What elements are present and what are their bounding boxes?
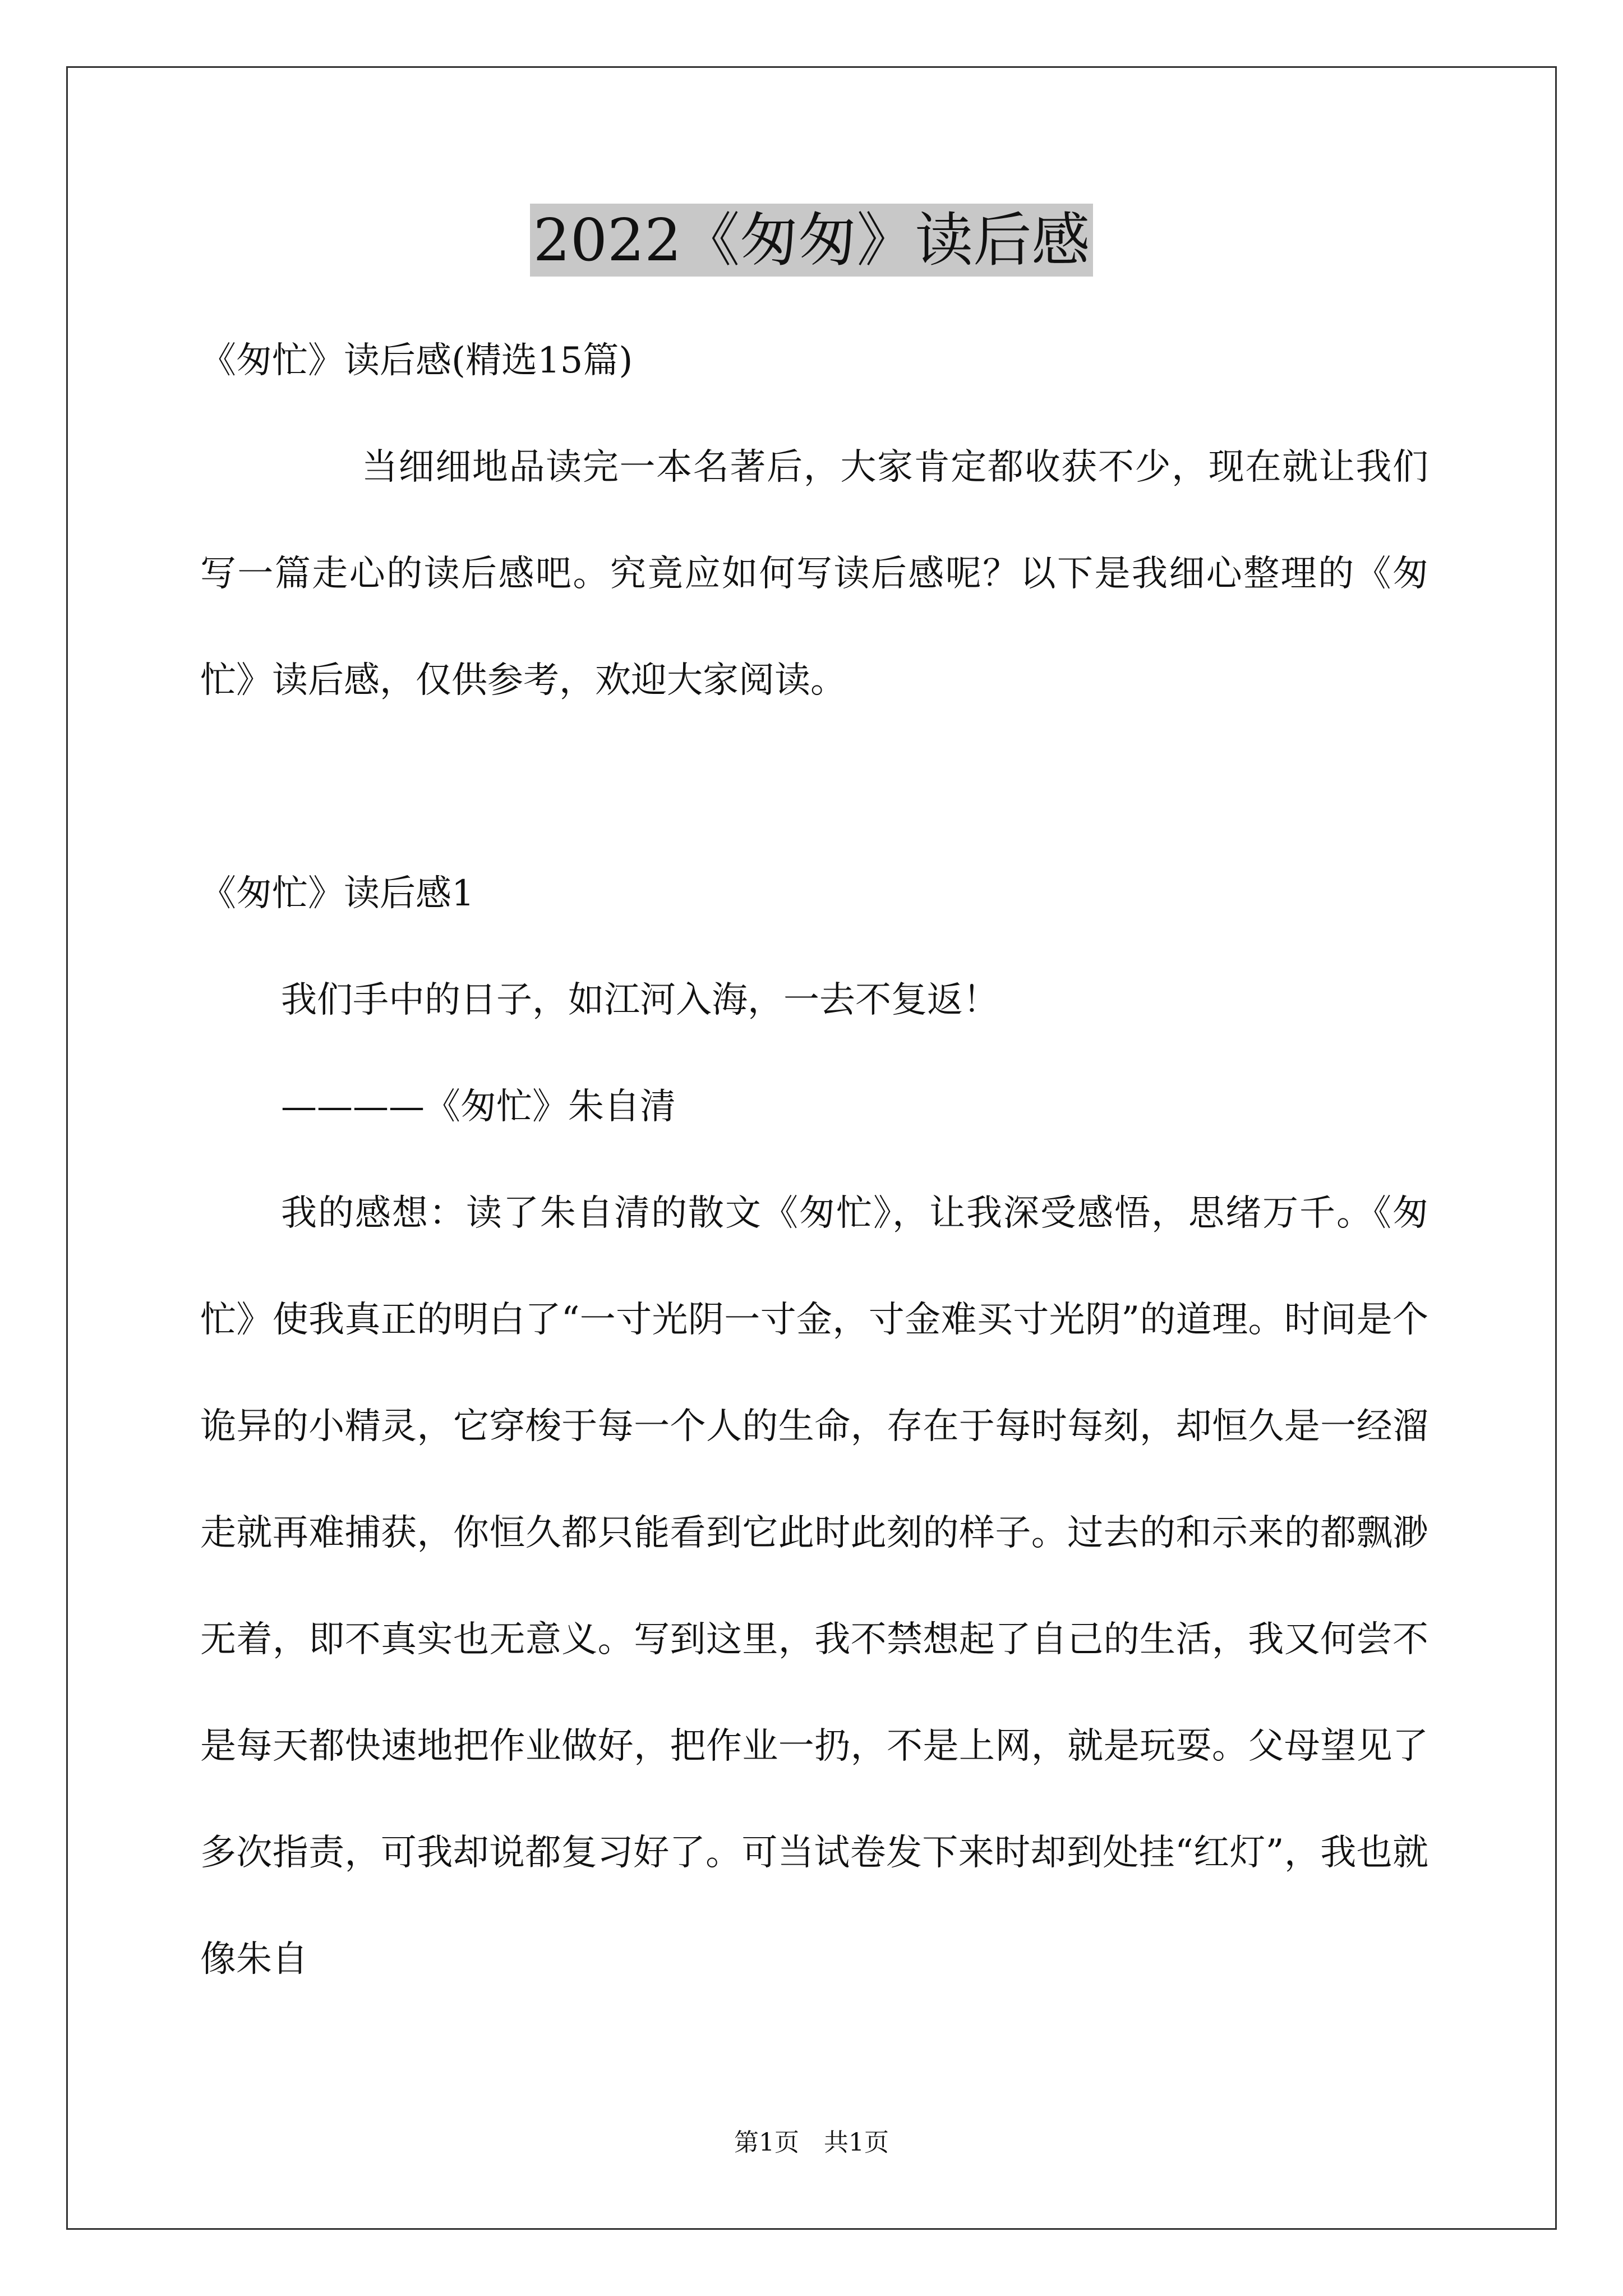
body-paragraph: 我的感想：读了朱自清的散文《匆忙》，让我深受感悟，思绪万千。《匆忙》使我真正的明白了“一寸光阴一寸金，寸金难买寸光阴”的道理。时间是个诡异的小精灵，它穿梭于每一个人的生命，存在于每时每刻，却恒久是一经溜走就再难捕获，你恒久都只能看到它此时此刻的样子。过去的和示来的都飘渺无着，即不真实也无意义。写到这里，我不禁想起了自己的生活，我又何尝不是每天都快速地把作业做好，把作业一扔，不是上网，就是玩耍。父母望见了多次指责，可我却说都复习好了。可当试卷发下来时却到处挂“红灯”，我也就像朱自 (200, 1193, 1428, 1980)
quote-attribution: ————《匆忙》朱自清 (281, 1086, 676, 1128)
page-footer (0, 2126, 1623, 2160)
page-total: 共1页 (824, 2128, 889, 2157)
document-title (0, 202, 1623, 278)
page-number: 第1页 (734, 2128, 799, 2157)
section-spacer (200, 734, 1428, 840)
document-body (200, 307, 1428, 2013)
quote-line: 我们手中的日子，如江河入海，一去不复返！ (281, 979, 999, 1021)
intro-paragraph: 当细细地品读完一本名著后，大家肯定都收获不少，现在就让我们写一篇走心的读后感吧。究竟应如何写读后感呢？以下是我细心整理的《匆忙》读后感，仅供参考，欢迎大家阅读。 (200, 447, 1428, 701)
section-heading: 《匆忙》读后感1 (200, 873, 474, 914)
document-title-text: 2022《匆匆》读后感 (530, 204, 1094, 277)
document-subtitle: 《匆忙》读后感(精选15篇) (200, 340, 633, 381)
